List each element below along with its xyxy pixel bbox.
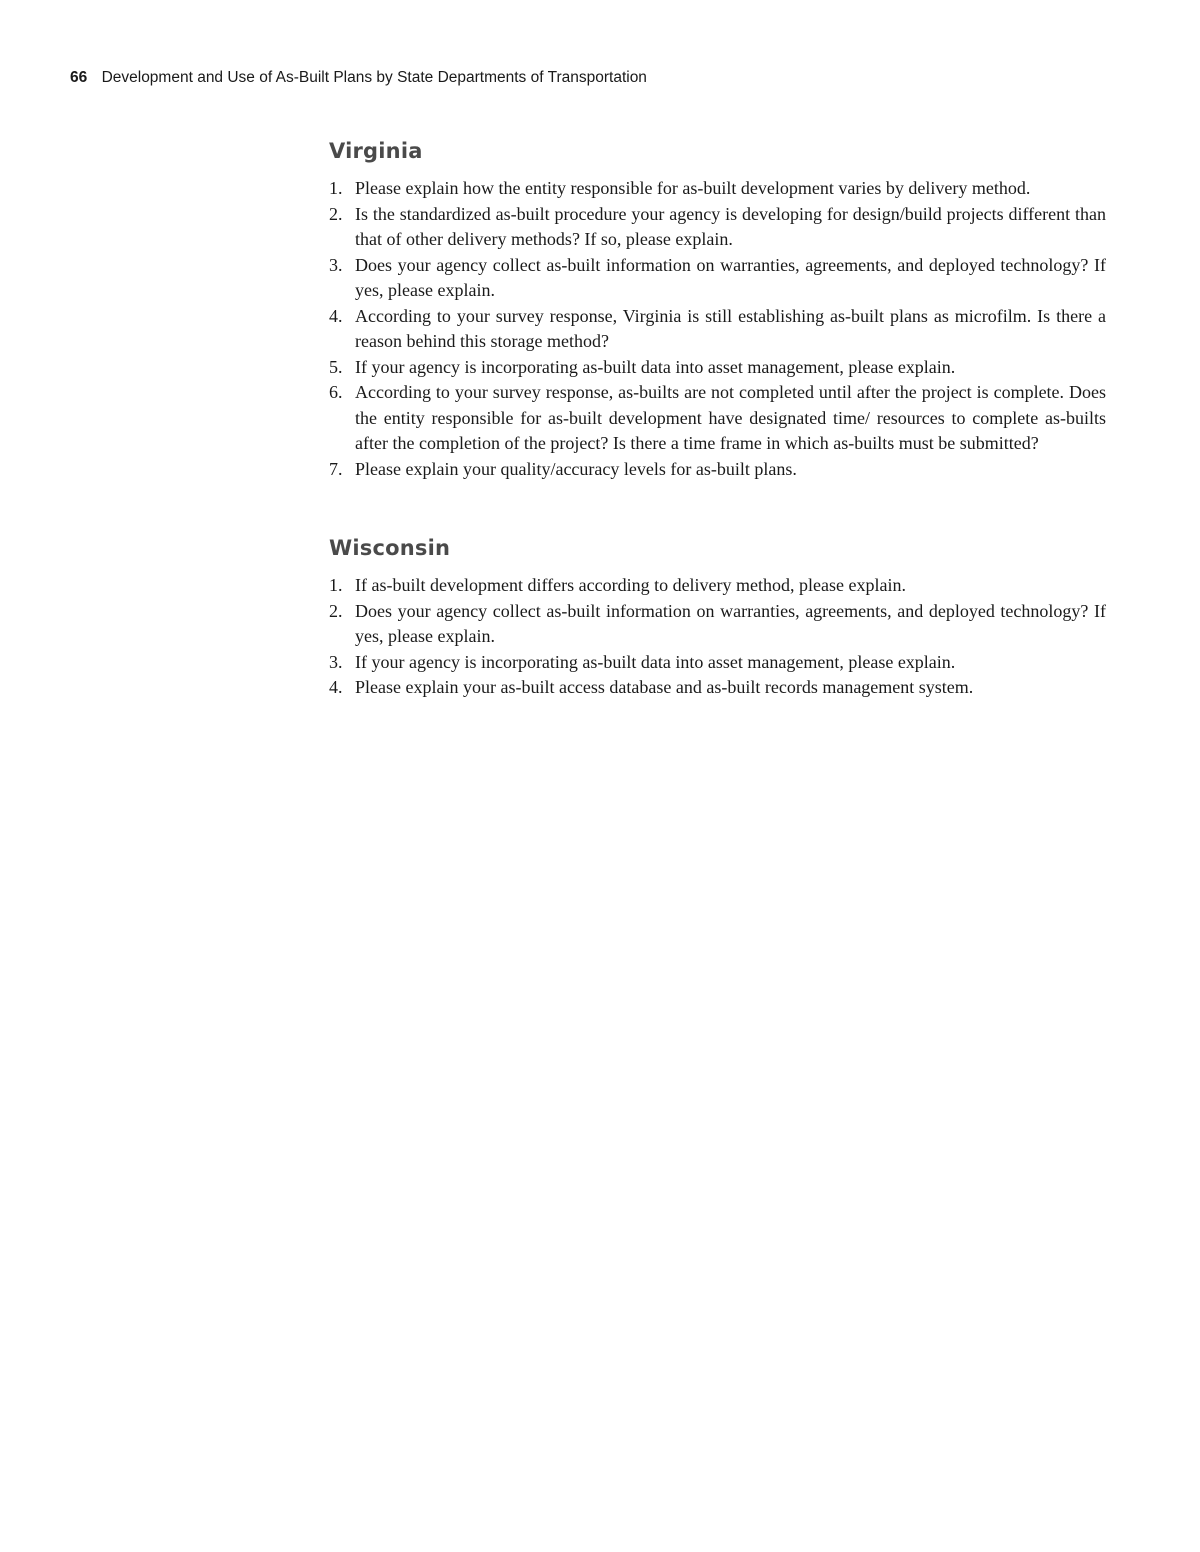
running-title: Development and Use of As-Built Plans by State Departments of Transportation: [101, 69, 647, 86]
question-number: 1.: [329, 575, 343, 595]
question-number: 4.: [329, 677, 343, 697]
page-number: 66: [70, 69, 88, 86]
question-number: 7.: [329, 458, 343, 479]
question-number: 2.: [329, 203, 343, 224]
question-item: [329, 599, 1106, 650]
question-text: According to your survey response, Virginia is still establishing as-built plans as microfilm. Is there a reason behind this storage method?: [355, 305, 1106, 351]
question-item: [329, 380, 1106, 457]
question-text: If your agency is incorporating as-built data into asset management, please explain.: [355, 651, 956, 672]
question-list: [329, 573, 1106, 701]
question-text: According to your survey response, as-builts are not completed until after the project is complete. Does the entity responsible for as-built development have designated time/ resources to complete as-builts after the completion of the project? Is there a time frame in which as-builts must be submitted?: [355, 382, 1106, 453]
running-header: [70, 68, 647, 88]
question-number: 2.: [329, 600, 343, 621]
section-title: Wisconsin: [329, 536, 451, 560]
question-item: [329, 650, 1106, 676]
question-text: Does your agency collect as-built information on warranties, agreements, and deployed technology? If yes, please explain.: [355, 254, 1106, 300]
question-item: [329, 304, 1106, 355]
question-item: [329, 457, 1106, 483]
question-text: Does your agency collect as-built information on warranties, agreements, and deployed technology? If yes, please explain.: [355, 600, 1106, 646]
question-text: Please explain your quality/accuracy levels for as-built plans.: [355, 458, 797, 479]
question-text: Please explain how the entity responsible for as-built development varies by delivery method.: [355, 178, 1031, 198]
question-number: 3.: [329, 254, 343, 275]
question-item: [329, 355, 1106, 381]
question-number: 6.: [329, 382, 343, 402]
question-list: [329, 176, 1106, 482]
question-number: 3.: [329, 651, 343, 672]
section-virginia: [329, 136, 1106, 482]
main-content: [329, 136, 1106, 701]
question-text: Is the standardized as-built procedure your agency is developing for design/build projects different than that of other delivery methods? If so, please explain.: [355, 203, 1106, 249]
section-wisconsin: [329, 533, 1106, 701]
question-text: Please explain your as-built access database and as-built records management system.: [355, 677, 974, 697]
question-number: 5.: [329, 356, 343, 377]
question-item: [329, 253, 1106, 304]
question-item: [329, 176, 1106, 202]
question-item: [329, 202, 1106, 253]
question-text: If as-built development differs according to delivery method, please explain.: [355, 575, 906, 595]
question-number: 4.: [329, 305, 343, 326]
question-text: If your agency is incorporating as-built data into asset management, please explain.: [355, 356, 956, 377]
question-item: [329, 675, 1106, 701]
section-title: Virginia: [329, 139, 423, 163]
question-number: 1.: [329, 178, 343, 198]
question-item: [329, 573, 1106, 599]
